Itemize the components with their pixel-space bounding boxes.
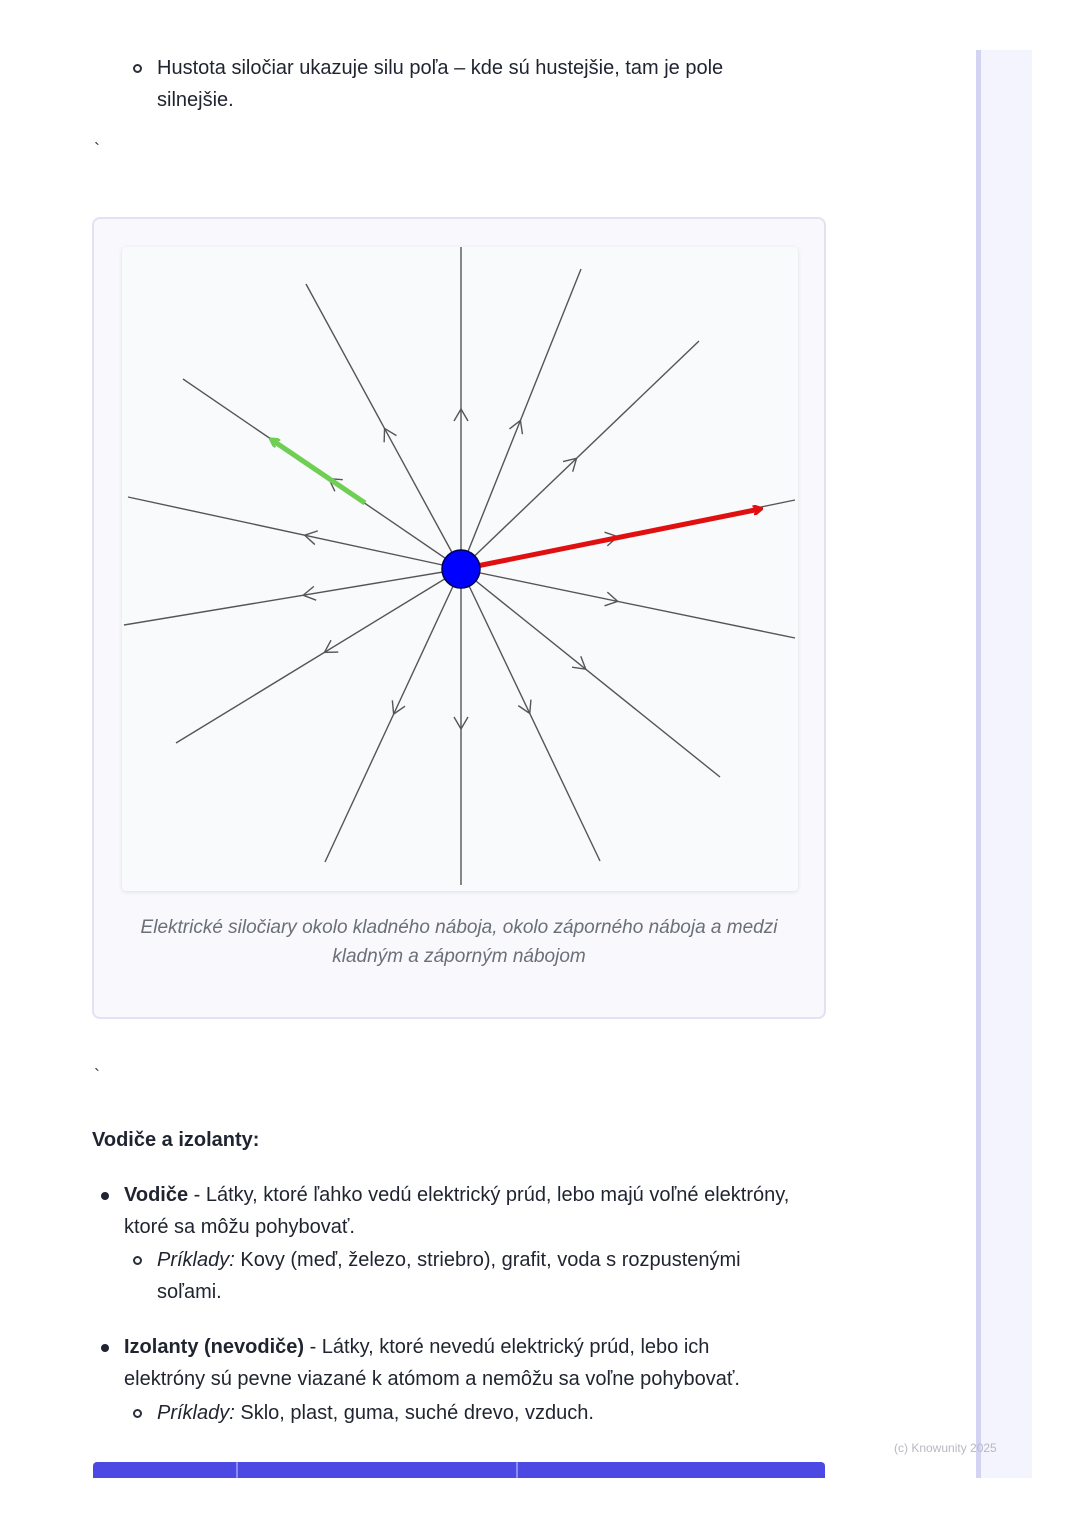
- red-vector-arrow: [462, 509, 760, 569]
- example-conductors-text-1: Kovy (meď, železo, striebro), grafit, voda s rozpustenými: [234, 1249, 741, 1271]
- caption-line1: Elektrické siločiary okolo kladného náboja, okolo záporného náboja a medzi: [140, 917, 778, 938]
- field-line: [461, 569, 795, 638]
- example-conductors-line1: [157, 1244, 741, 1276]
- section-title: Vodiče a izolanty:: [92, 1129, 260, 1151]
- list-item-conductors-line1: [124, 1179, 789, 1211]
- example-label: Príklady:: [157, 1249, 235, 1271]
- field-line: [461, 569, 600, 861]
- field-line: [124, 569, 461, 625]
- desc-conductors-1: - Látky, ktoré ľahko vedú elektrický prúd, lebo majú voľné elektróny,: [188, 1184, 790, 1206]
- field-lines-image: [122, 247, 798, 891]
- sub-bullet-marker: [133, 64, 142, 73]
- term-conductors: Vodiče: [124, 1184, 189, 1206]
- bullet-marker: [101, 1192, 109, 1200]
- field-line: [128, 497, 461, 569]
- table-column-divider: [516, 1462, 518, 1478]
- desc-conductors-2: ktoré sa môžu pohybovať.: [124, 1216, 355, 1238]
- bullet-marker: [101, 1344, 109, 1352]
- density-text-line1: Hustota siločiar ukazuje silu poľa – kde sú hustejšie, tam je pole: [157, 57, 724, 79]
- right-sidebar-rail: [976, 50, 1032, 1478]
- tick-mark-top: `: [94, 140, 100, 160]
- term-insulators: Izolanty (nevodiče): [124, 1336, 305, 1358]
- table-header-bar: [93, 1462, 825, 1478]
- field-line: [461, 341, 699, 569]
- example-insulators-text-1: Sklo, plast, guma, suché drevo, vzduch.: [234, 1402, 594, 1424]
- density-text-line2: silnejšie.: [157, 89, 234, 111]
- desc-insulators-2: elektróny sú pevne viazané k atómom a nemôžu sa voľne pohybovať.: [124, 1368, 740, 1390]
- sub-bullet-marker: [133, 1256, 142, 1265]
- field-line: [306, 284, 461, 569]
- caption-line2: kladným a záporným nábojom: [332, 946, 586, 967]
- green-vector-arrow: [272, 440, 365, 503]
- field-lines-diagram: [122, 247, 798, 891]
- field-line: [325, 569, 461, 862]
- example-insulators-line1: [157, 1397, 594, 1429]
- example-conductors-line2: soľami.: [157, 1281, 222, 1303]
- list-item-insulators-line1: [124, 1331, 709, 1363]
- positive-charge: [442, 550, 480, 588]
- field-line: [461, 269, 581, 569]
- sub-bullet-marker: [133, 1409, 142, 1418]
- field-line: [461, 569, 720, 777]
- figure-card: [92, 217, 826, 1019]
- example-label: Príklady:: [157, 1402, 235, 1424]
- table-column-divider: [236, 1462, 238, 1478]
- tick-mark-bottom: `: [94, 1066, 100, 1086]
- desc-insulators-1: - Látky, ktoré nevedú elektrický prúd, lebo ich: [304, 1336, 710, 1358]
- field-line: [176, 569, 461, 743]
- copyright-text: (c) Knowunity 2025: [894, 1441, 997, 1455]
- figure-caption: [94, 913, 824, 971]
